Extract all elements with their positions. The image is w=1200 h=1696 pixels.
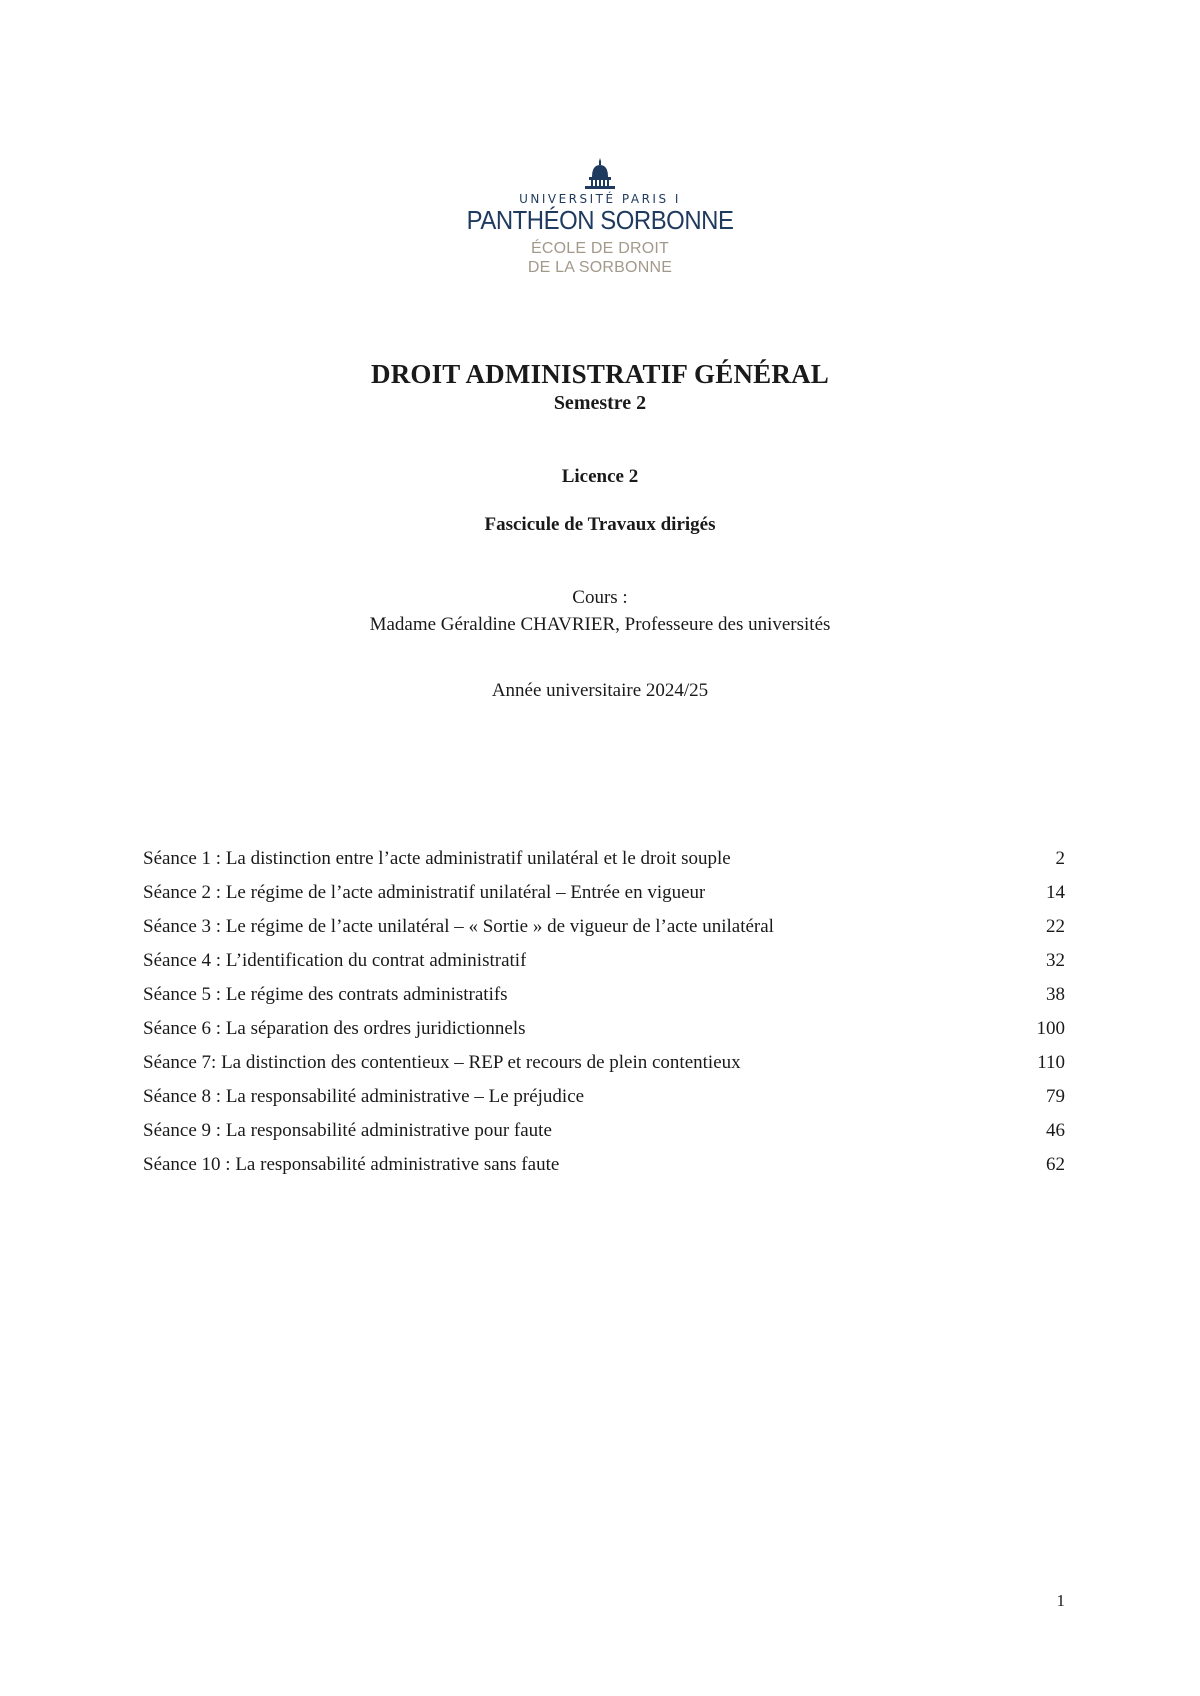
logo-university-label: UNIVERSITÉ PARIS I: [519, 192, 681, 206]
booklet-label: Fascicule de Travaux dirigés: [484, 514, 716, 535]
level-label: Licence 2: [561, 466, 639, 487]
academic-year: Année universitaire 2024/25: [491, 680, 709, 701]
toc-entry-page: 62: [1046, 1154, 1065, 1175]
toc-entry-title: Séance 2 : Le régime de l’acte administratif unilatéral – Entrée en vigueur: [143, 882, 706, 903]
toc-entry-title: Séance 10 : La responsabilité administrative sans faute: [143, 1154, 560, 1175]
toc-entry-page: 100: [1036, 1018, 1065, 1039]
toc-entry-page: 110: [1037, 1052, 1065, 1073]
toc-entry-title: Séance 1 : La distinction entre l’acte administratif unilatéral et le droit souple: [143, 848, 731, 869]
course-label: Cours :: [572, 587, 628, 608]
title-block: [0, 358, 1200, 416]
toc-row: [143, 910, 1065, 944]
semester-label: Semestre 2: [553, 392, 647, 414]
toc-row: [143, 1012, 1065, 1046]
toc-entry-title: Séance 6 : La séparation des ordres juridictionnels: [143, 1018, 526, 1039]
toc-row: [143, 1148, 1065, 1182]
toc-entry-page: 22: [1046, 916, 1065, 937]
toc-entry-page: 38: [1046, 984, 1065, 1005]
toc-row: [143, 1080, 1065, 1114]
toc-entry-page: 2: [1055, 848, 1065, 869]
toc-row: [143, 944, 1065, 978]
toc-row: [143, 1046, 1065, 1080]
toc-row: [143, 842, 1065, 876]
page-number: 1: [1056, 1591, 1065, 1610]
table-of-contents: [143, 842, 1065, 1182]
toc-entry-title: Séance 9 : La responsabilité administrative pour faute: [143, 1120, 552, 1141]
toc-entry-page: 14: [1046, 882, 1065, 903]
toc-row: [143, 1114, 1065, 1148]
toc-row: [143, 876, 1065, 910]
toc-entry-page: 46: [1046, 1120, 1065, 1141]
toc-entry-title: Séance 4 : L’identification du contrat administratif: [143, 950, 527, 971]
course-teacher: Madame Géraldine CHAVRIER, Professeure des universités: [369, 614, 831, 635]
pantheon-dome-icon: [582, 156, 618, 192]
toc-entry-page: 32: [1046, 950, 1065, 971]
toc-entry-title: Séance 5 : Le régime des contrats administratifs: [143, 984, 508, 1005]
toc-entry-title: Séance 3 : Le régime de l’acte unilatéral – « Sortie » de vigueur de l’acte unilatéral: [143, 916, 774, 937]
logo-school-line-2: DE LA SORBONNE: [527, 259, 673, 276]
logo-school-line-1: ÉCOLE DE DROIT: [531, 240, 669, 257]
document-title: DROIT ADMINISTRATIF GÉNÉRAL: [371, 359, 829, 389]
toc-entry-title: Séance 7: La distinction des contentieux – REP et recours de plein contentieux: [143, 1052, 741, 1073]
university-logo: [0, 156, 1200, 277]
toc-row: [143, 978, 1065, 1012]
toc-entry-title: Séance 8 : La responsabilité administrative – Le préjudice: [143, 1086, 585, 1107]
toc-entry-page: 79: [1046, 1086, 1065, 1107]
logo-school-name: [528, 239, 672, 277]
course-info: [0, 584, 1200, 638]
logo-university-name: PANTHÉON SORBONNE: [466, 205, 734, 235]
